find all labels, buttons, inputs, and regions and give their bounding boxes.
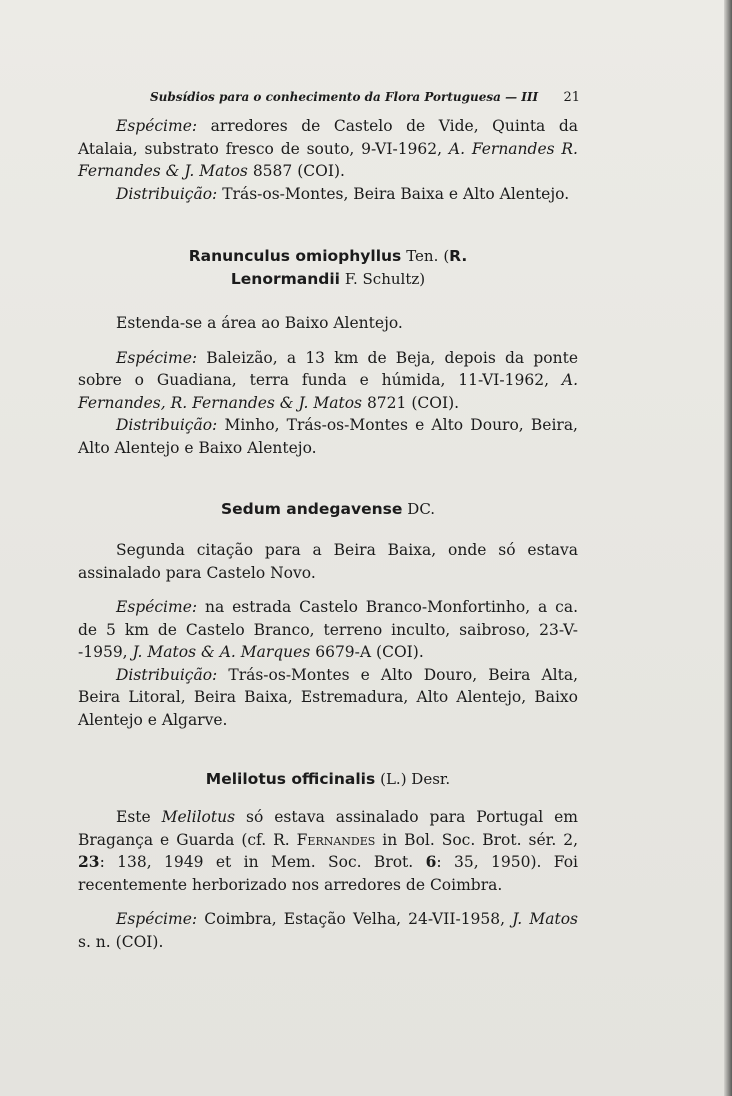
running-header [150,90,580,105]
distribution-paragraph: Distribuição: Trás-os-Montes e Alto Douro, Beira Alta, Beira Litoral, Beira Baixa, Estremadura, Alto Alentejo, Baixo Alentejo e Algarve. [78,665,578,729]
specimen-paragraph: Espécime: Coimbra, Estação Velha, 24-VII-1958, J. Matos s. n. (COI). [78,910,578,951]
distribution-paragraph: Distribuição: Minho, Trás-os-Montes e Alto Douro, Beira, Alto Alentejo e Baixo Alentejo. [78,416,578,457]
specimen-paragraph: Espécime: na estrada Castelo Branco-Monfortinho, a ca. de 5 km de Castelo Branco, terreno inculto, saibroso, 23-V--1959, J. Matos & A. Marques 6679-A (COI). [78,598,578,661]
note-paragraph: Este Melilotus só estava assinalado para Portugal em Bragança e Guarda (cf. R. Fernandes in Bol. Soc. Brot. sér. 2, 23: 138, 1949 et in Mem. Soc. Brot. 6: 35, 1950). Foi recentemente herborizado nos arredores de Coimbra. [78,808,578,894]
taxon-heading-ranunculus: Ranunculus omiophyllus Ten. (R. Lenormandii F. Schultz) [188,247,468,288]
sedum-block [78,539,578,731]
page-number: 21 [563,90,580,105]
specimen-paragraph: Espécime: Baleizão, a 13 km de Beja, depois da ponte sobre o Guadiana, terra funda e húmida, 11-VI-1962, A. Fernandes, R. Fernandes & J. Matos 8721 (COI). [78,348,578,412]
note-paragraph: Segunda citação para a Beira Baixa, onde só estava assinalado para Castelo Novo. [78,541,578,582]
ranunculus-block [78,312,578,459]
melilotus-block [78,806,578,953]
specimen-paragraph: Espécime: arredores de Castelo de Vide, Quinta da Atalaia, substrato fresco de souto, 9-VI-1962, A. Fernandes R. Fernandes & J. Matos 8587 (COI). [78,117,578,180]
continuation-block [78,115,578,205]
taxon-heading-melilotus: Melilotus officinalis (L.) Desr. [205,770,451,788]
distribution-paragraph: Distribuição: Trás-os-Montes, Beira Baixa e Alto Alentejo. [116,184,570,203]
running-title: Subsídios para o conhecimento da Flora Portuguesa — III [150,90,539,104]
note-paragraph: Estenda-se a área ao Baixo Alentejo. [116,314,403,332]
taxon-heading-sedum: Sedum andegavense DC. [220,500,436,518]
